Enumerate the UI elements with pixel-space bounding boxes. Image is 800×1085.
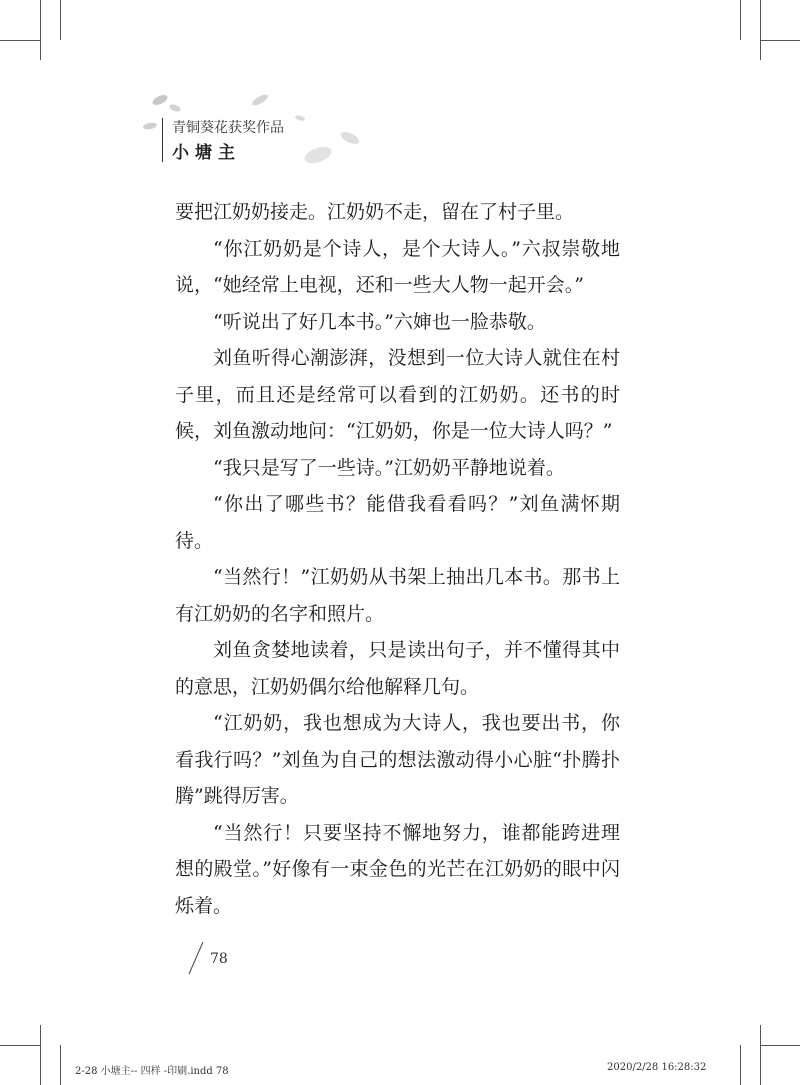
crop-mark: [740, 0, 741, 40]
petal-decoration-icon: [0, 0, 800, 200]
print-slug-file: 2-28 小塘主-- 四样 -印刷.indd 78: [75, 1066, 229, 1077]
print-slug-timestamp: 2020/2/28 16:28:32: [607, 1062, 707, 1073]
crop-mark: [0, 40, 40, 41]
book-title: 小塘主: [172, 143, 241, 163]
crop-mark: [760, 1045, 800, 1046]
paragraph: “你出了哪些书？能借我看看吗？”刘鱼满怀期待。: [175, 493, 620, 552]
paragraph: “当然行！”江奶奶从书架上抽出几本书。那书上有江奶奶的名字和照片。: [175, 566, 620, 625]
crop-mark: [40, 0, 41, 60]
paragraph: “我只是写了一些诗。”江奶奶平静地说着。: [213, 456, 565, 479]
crop-mark: [760, 1025, 761, 1085]
crop-mark: [740, 1045, 741, 1085]
crop-mark: [0, 1045, 40, 1046]
paragraph: “当然行！只要坚持不懈地努力，谁都能跨进理想的殿堂。”好像有一束金色的光芒在江奶奶的眼中闪烁着。: [175, 821, 620, 917]
crop-mark: [760, 40, 800, 41]
paragraph: 刘鱼贪婪地读着，只是读出句子，并不懂得其中的意思，江奶奶偶尔给他解释几句。: [175, 639, 620, 698]
paragraph: 要把江奶奶接走。江奶奶不走，留在了村子里。: [175, 201, 575, 223]
paragraph: “江奶奶，我也想成为大诗人，我也要出书，你看我行吗？”刘鱼为自己的想法激动得小心脏“扑腾扑腾”跳得厉害。: [175, 712, 620, 807]
header-divider: [162, 118, 163, 162]
series-title: 青铜葵花获奖作品: [172, 120, 284, 136]
paragraph: “听说出了好几本书。”六婶也一脸恭敬。: [213, 310, 546, 333]
paragraph: “你江奶奶是个诗人，是个大诗人。”六叔崇敬地说，“她经常上电视，还和一些大人物一起开会。”: [175, 237, 620, 296]
page-slash-icon: [186, 940, 206, 976]
crop-mark: [40, 1025, 41, 1085]
body-text: [175, 194, 620, 924]
crop-mark: [60, 1045, 61, 1085]
page-number: 78: [210, 951, 228, 967]
crop-mark: [60, 0, 61, 40]
crop-mark: [760, 0, 761, 60]
paragraph: 刘鱼听得心潮澎湃，没想到一位大诗人就住在村子里，而且还是经常可以看到的江奶奶。还书的时候，刘鱼激动地问：“江奶奶，你是一位大诗人吗？”: [175, 347, 620, 442]
